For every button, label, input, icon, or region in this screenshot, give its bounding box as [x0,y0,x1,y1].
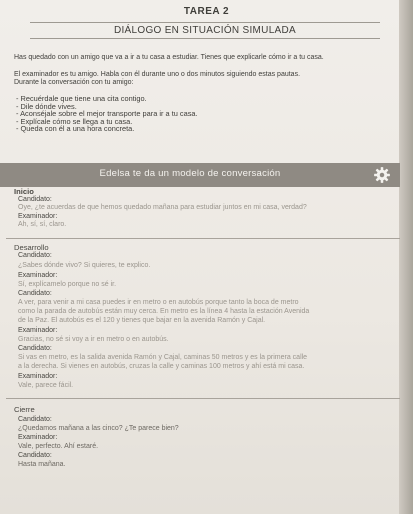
dialogue-line: Gracias, no sé si voy a ir en metro o en autobús. [18,336,169,343]
section-divider [6,238,400,239]
speaker-label: Candidato: [18,252,52,259]
speaker-label: Examinador: [18,272,58,279]
dialogue-line: Oye, ¿te acuerdas de que hemos quedado mañana para estudiar juntos en mi casa, verdad? [18,204,307,211]
speaker-label: Candidato: [18,290,52,297]
guideline-item: - Explícale cómo se llega a tu casa. [16,116,133,126]
task-title: TAREA 2 [183,6,230,17]
speaker-label: Examinador: [18,373,58,380]
model-banner-title: Edelsa te da un modelo de conversación [99,168,281,179]
dialogue-line: Vale, perfecto. Ahí estaré. [18,443,99,450]
dialogue-line: Vale, parece fácil. [18,382,74,389]
speaker-label: Candidato: [18,416,52,423]
page-edge-shadow [399,0,413,514]
speaker-label: Examinador: [18,213,58,220]
guideline-list [16,95,346,133]
speaker-label: Candidato: [18,196,52,203]
gear-icon [373,166,391,184]
instruction-line: Has quedado con un amigo que va a ir a tu casa a estudiar. Tienes que explicarle cómo ir a tu casa. [14,54,324,61]
dialogue-line: ¿Quedamos mañana a las cinco? ¿Te parece bien? [18,425,179,432]
dialogue-line: como la parada de autobús están muy cerca. En metro es la línea 4 hasta la estación Avenida [18,308,310,315]
section-divider [6,398,400,399]
dialogue-line: ¿Sabes dónde vivo? Si quieres, te explico. [18,262,151,269]
guideline-item: - Aconséjale sobre el mejor transporte para ir a tu casa. [16,109,198,118]
dialogue-line: Ah, sí, sí, claro. [18,221,67,228]
speaker-label: Candidato: [18,452,52,459]
speaker-label: Candidato: [18,345,52,352]
dialogue-line: A ver, para venir a mi casa puedes ir en metro o en autobús porque tanto la boca de metro [18,299,299,306]
speaker-label: Examinador: [18,327,58,334]
dialogue-line: de la Paz. El autobús es el 120 y tienes que bajar en la avenida Ramón y Cajal. [18,317,266,324]
guideline-item: - Dile dónde vives. [16,101,77,111]
section-heading-cierre: Cierre [14,405,35,414]
dialogue-line: Sí, explícamelo porque no sé ir. [18,281,117,288]
title-rule-top [30,22,380,23]
section-heading-inicio: Inicio [14,187,34,196]
dialogue-line: Hasta mañana. [18,461,66,468]
guideline-item: - Queda con él a una hora concreta. [16,124,135,133]
section-heading-desarrollo: Desarrollo [14,243,49,252]
instruction-line: Durante la conversación con tu amigo: [14,79,134,86]
dialogue-line: Si vas en metro, es la salida avenida Ramón y Cajal, caminas 50 metros y es la primera calle [18,354,308,361]
speaker-label: Examinador: [18,434,58,441]
dialogue-line: a la derecha. Si vienes en autobús, cruzas la calle y caminas 100 metros y ahí está mi casa. [18,363,305,370]
instruction-line: El examinador es tu amigo. Habla con él durante uno o dos minutos siguiendo estas pautas. [14,71,301,78]
title-rule-bottom [30,38,380,39]
section-subtitle: DIÁLOGO EN SITUACIÓN SIMULADA [113,25,297,36]
guideline-item: - Recuérdale que tiene una cita contigo. [16,94,147,103]
